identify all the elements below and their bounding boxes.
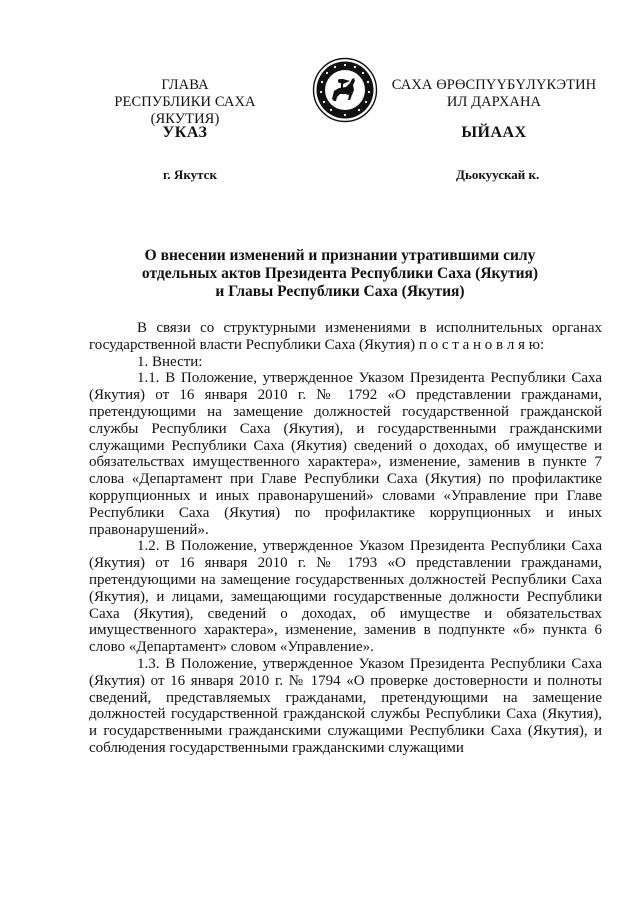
document-heading — [80, 247, 600, 302]
heading-line3: и Главы Республики Саха (Якутия) — [215, 283, 465, 301]
paragraph-item-1-1: 1.1. В Положение, утвержденное Указом Президента Республики Саха (Якутия) от 16 января 2010 г. № 1792 «О представлении гражданами, претендующими на замещение должностей государственной гражданской службы Республики Саха (Якутия), и государственными гражданскими служащими Республики Саха (Якутия) сведений о доходах, об имуществе и обязательствах имущественного характера», изменение, заменив в пункте 7 слова «Департамент при Главе Республики Саха (Якутия) по профилактике коррупционных и иных правонарушений» словами «Управление при Главе Республики Саха (Якутия) по профилактике коррупционных и иных правонарушений». — [89, 370, 602, 538]
header-right-line2: ИЛ ДАРХАНА — [446, 94, 542, 110]
header-left-line1: ГЛАВА — [161, 77, 209, 93]
heading-line1: О внесении изменений и признании утратившими силу — [144, 247, 536, 264]
header-left-line2: РЕСПУБЛИКИ САХА (ЯКУТИЯ) — [114, 94, 256, 127]
header-right-line1: САХА ӨРӨСПҮҮБҮЛҮКЭТИН — [391, 77, 597, 93]
paragraph-preamble: В связи со структурными изменениями в исполнительных органах государственной власти Республики Саха (Якутия) п о с т а н о в л я ю: — [89, 320, 602, 353]
header-left — [80, 77, 290, 128]
paragraph-item-1-3: 1.3. В Положение, утвержденное Указом Президента Республики Саха (Якутия) от 16 января 2010 г. № 1794 «О проверке достоверности и полноты сведений, представляемых гражданами, претендующими на замещение должностей государственной гражданской службы Республики Саха (Якутия), и государственными гражданскими служащими Республики Саха (Якутия), и соблюдения государственными гражданскими служащими — [89, 655, 602, 756]
coat-of-arms-icon — [312, 57, 378, 123]
decree-title-sakha: ЫЙААХ — [461, 124, 527, 141]
paragraph-item-1-2: 1.2. В Положение, утвержденное Указом Президента Республики Саха (Якутия) от 16 января 2010 г. № 1793 «О представлении гражданами, претендующими на замещение государственных должностей Республики Саха (Якутия), и лицами, замещающими государственные должности Республики Саха (Якутия), сведений о доходах, об имуществе и обязательствах имущественного характера», изменение, заменив в подпункте «б» пункта 6 слово «Департамент» словом «Управление». — [89, 538, 602, 656]
heading-line2: отдельных актов Президента Республики Саха (Якутия) — [141, 265, 539, 283]
paragraph-item-1: 1. Внести: — [137, 353, 203, 370]
header-right — [388, 77, 600, 111]
decree-title-ru: УКАЗ — [162, 124, 208, 141]
place-sakha: Дьокуускай к. — [456, 167, 540, 182]
document-body — [89, 320, 602, 757]
place-ru: г. Якутск — [163, 167, 217, 182]
